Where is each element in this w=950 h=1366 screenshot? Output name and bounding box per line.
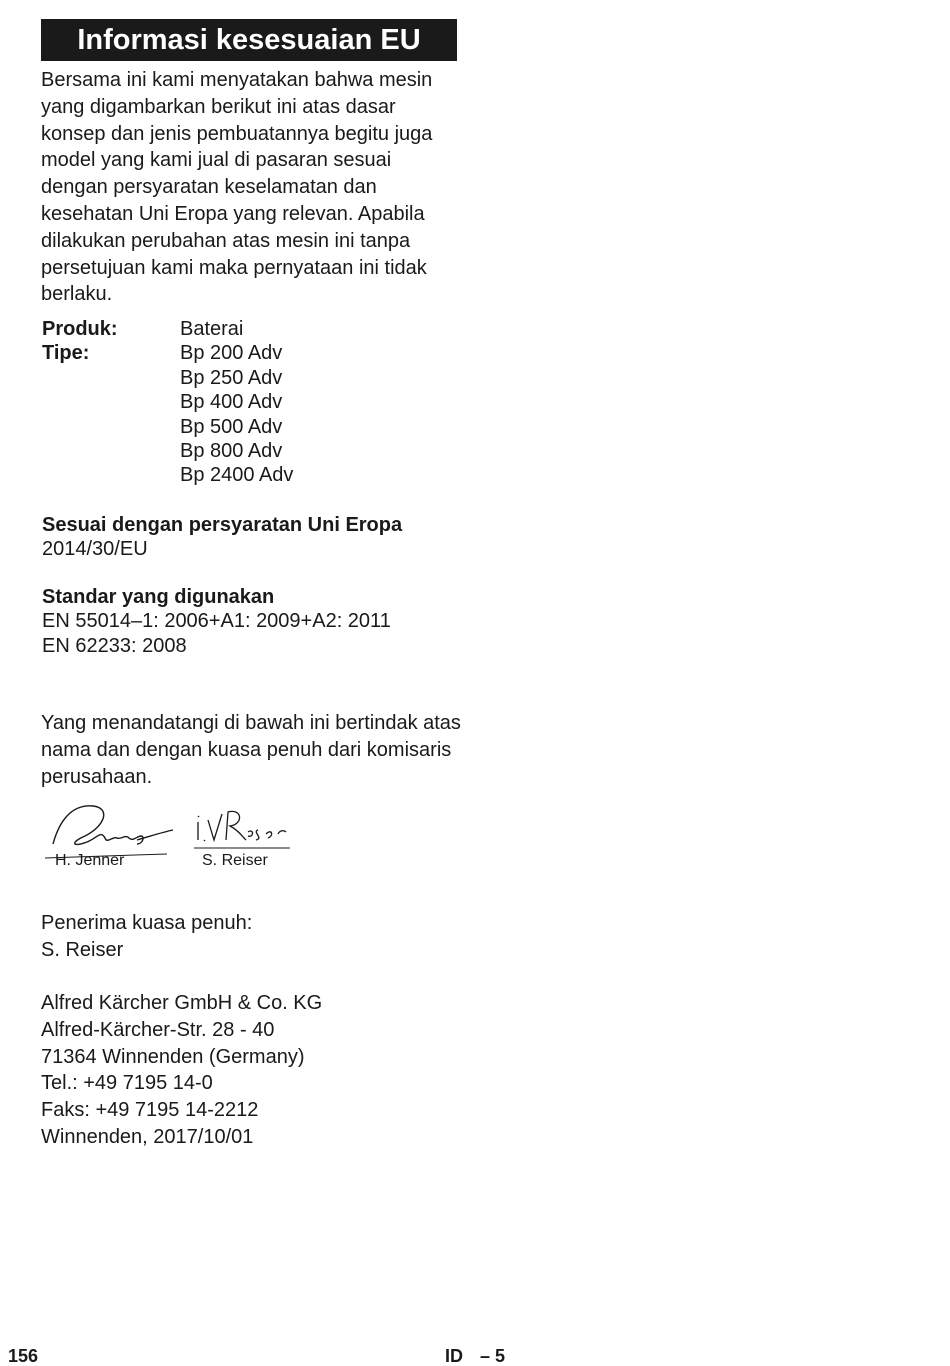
company-tel: Tel.: +49 7195 14-0 xyxy=(41,1072,213,1095)
directive-value: 2014/30/EU xyxy=(42,538,148,561)
type-value: Bp 800 Adv xyxy=(180,440,283,463)
product-value: Baterai xyxy=(180,318,244,340)
standard-item: EN 62233: 2008 xyxy=(42,634,187,657)
type-value: Bp 200 Adv xyxy=(180,342,283,365)
place-date: Winnenden, 2017/10/01 xyxy=(41,1125,254,1148)
type-label: Tipe: xyxy=(42,342,90,365)
type-value: Bp 250 Adv xyxy=(180,366,283,389)
footer-section-page: – 5 xyxy=(480,1346,506,1366)
type-value: Bp 400 Adv xyxy=(180,391,283,414)
product-row xyxy=(42,317,293,341)
intro-paragraph: Bersama ini kami menyatakan bahwa mesin yang digambarkan berikut ini atas dasar konsep dan jenis pembuatannya begitu juga model yang kami jual di pasaran sesuai dengan persyaratan keselamatan dan kesehatan Uni Eropa yang relevan. Apabila dilakukan perubahan atas mesin ini tanpa persetujuan kami maka pernyataan ini tidak berlaku. xyxy=(41,69,433,306)
product-label: Produk: xyxy=(42,318,118,340)
standards-heading: Standar yang digunakan xyxy=(42,586,275,608)
type-values xyxy=(180,341,293,487)
company-address xyxy=(41,990,322,1151)
footer-section xyxy=(445,1346,505,1366)
type-value: Bp 500 Adv xyxy=(180,415,283,438)
signature-jenner xyxy=(41,800,176,870)
authorized-name: S. Reiser xyxy=(41,938,124,961)
type-row xyxy=(42,341,293,487)
signature-reiser xyxy=(192,800,292,870)
standard-item: EN 55014–1: 2006+A1: 2009+A2: 2011 xyxy=(42,610,391,633)
signatory-statement: Yang menandatangi di bawah ini bertindak atas nama dan dengan kuasa penuh dari komisaris perusahaan. xyxy=(41,712,461,788)
signature-name: H. Jenner xyxy=(55,852,125,869)
page-number: 156 xyxy=(8,1346,39,1366)
product-spec xyxy=(42,317,293,488)
footer-language: ID xyxy=(445,1346,463,1366)
type-value: Bp 2400 Adv xyxy=(180,464,294,487)
directive-block xyxy=(42,513,402,562)
company-name: Alfred Kärcher GmbH & Co. KG xyxy=(41,992,323,1014)
authorized-label: Penerima kuasa penuh: xyxy=(41,912,253,934)
authorized-block xyxy=(41,910,252,964)
company-city: 71364 Winnenden (Germany) xyxy=(41,1045,305,1068)
handwritten-signature-icon xyxy=(192,800,292,852)
section-title: Informasi kesesuaian EU xyxy=(41,19,457,61)
company-fax: Faks: +49 7195 14-2212 xyxy=(41,1099,259,1122)
directive-heading: Sesuai dengan persyaratan Uni Eropa xyxy=(42,514,403,536)
standards-block xyxy=(42,585,391,658)
signature-name: S. Reiser xyxy=(202,852,268,869)
company-street: Alfred-Kärcher-Str. 28 - 40 xyxy=(41,1018,275,1041)
